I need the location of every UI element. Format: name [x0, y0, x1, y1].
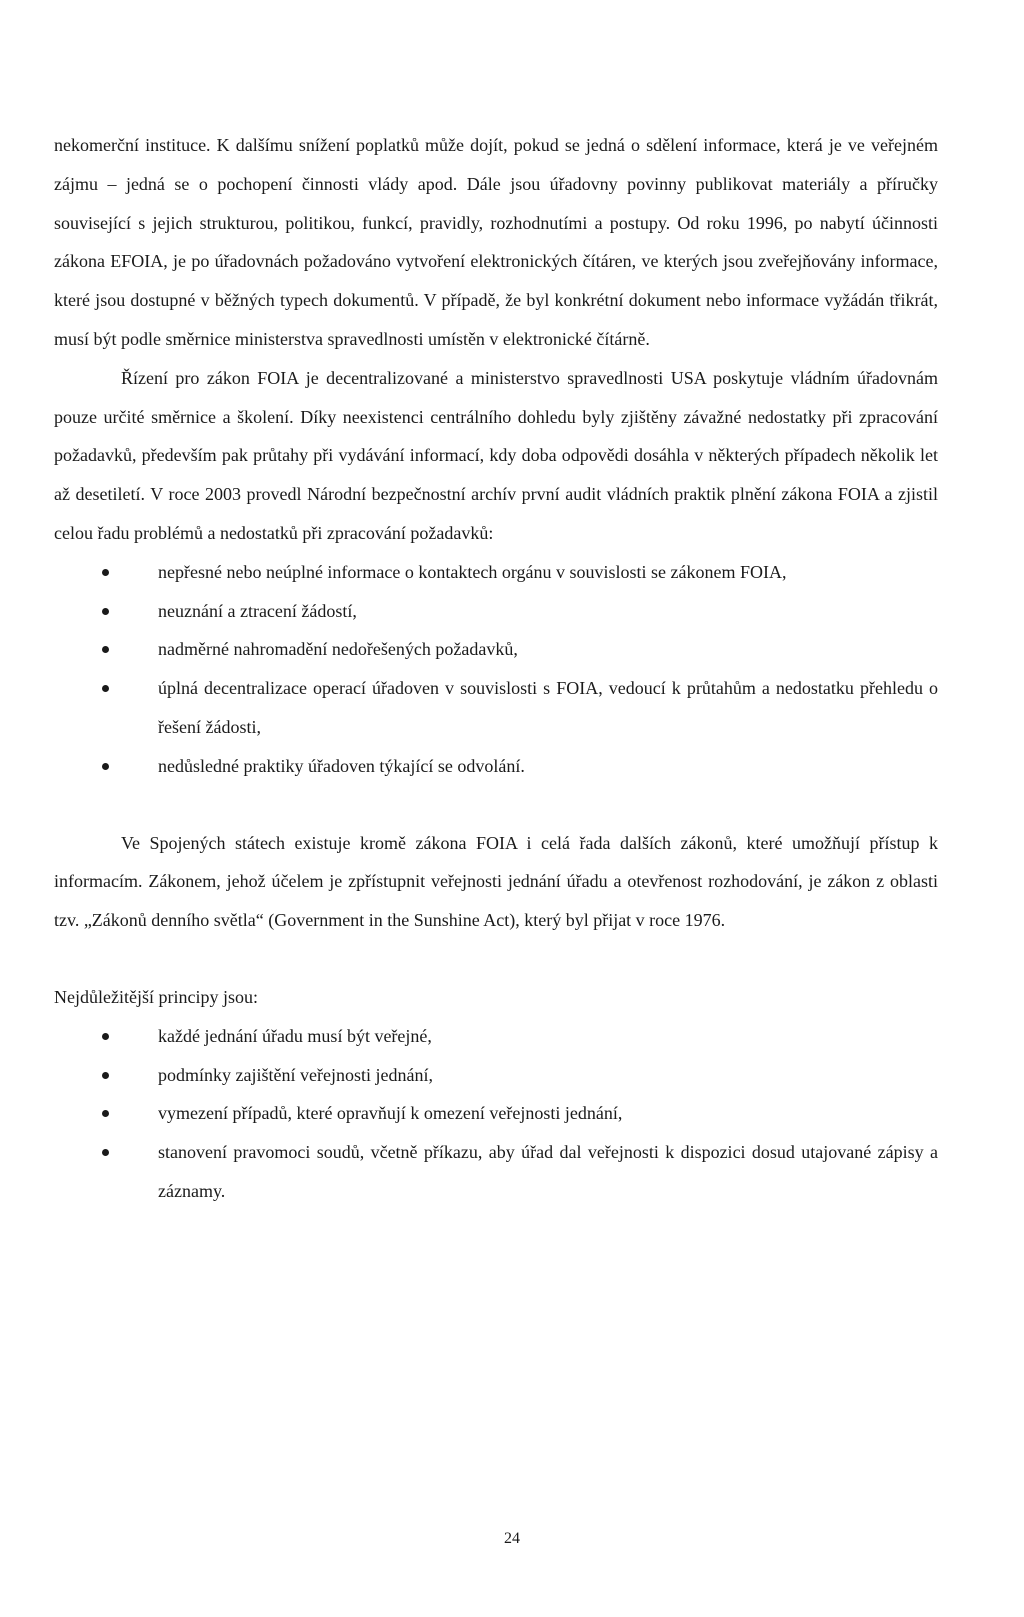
bullet-icon — [102, 1033, 109, 1040]
list-item: nepřesné nebo neúplné informace o kontaktech orgánu v souvislosti se zákonem FOIA, — [54, 553, 938, 592]
paragraph-sunshine-act: Ve Spojených státech existuje kromě zákona FOIA i celá řada dalších zákonů, které umožňují přístup k informacím. Zákonem, jehož účelem je zpřístupnit veřejnosti jednání úřadu a otevřenost rozhodování, je zákon z oblasti tzv. „Zákonů denního světla“ (Government in the Sunshine Act), který byl přijat v roce 1976. — [54, 832, 938, 931]
bullet-icon — [102, 569, 109, 576]
principles-list — [54, 1017, 938, 1211]
bullet-icon — [102, 763, 109, 770]
list-item: úplná decentralizace operací úřadoven v souvislosti s FOIA, vedoucí k průtahům a nedostatku přehledu o řešení žádosti, — [54, 669, 938, 747]
document-body — [54, 126, 938, 1211]
paragraph-intro: nekomerční instituce. K dalšímu snížení poplatků může dojít, pokud se jedná o sdělení informace, která je ve veřejném zájmu – jedná se o pochopení činnosti vlády apod. Dále jsou úřadovny povinny publikovat materiály a příručky související s jejich strukturou, politikou, funkcí, pravidly, rozhodnutími a postupy. Od roku 1996, po nabytí účinnosti zákona EFOIA, je po úřadovnách požadováno vytvoření elektronických čítáren, ve kterých jsou zveřejňovány informace, které jsou dostupné v běžných typech dokumentů. V případě, že byl konkrétní dokument nebo informace vyžádán třikrát, musí být podle směrnice ministerstva spravedlnosti umístěn v elektronické čítárně. — [54, 135, 938, 349]
list-item: stanovení pravomoci soudů, včetně příkazu, aby úřad dal veřejnosti k dispozici dosud utajované zápisy a záznamy. — [54, 1133, 938, 1211]
bullet-icon — [102, 1072, 109, 1079]
bullet-icon — [102, 608, 109, 615]
list-item: neuznání a ztracení žádostí, — [54, 592, 938, 631]
list-item: vymezení případů, které opravňují k omezení veřejnosti jednání, — [54, 1094, 938, 1133]
bullet-icon — [102, 1149, 109, 1156]
paragraph-principles-heading: Nejdůležitější principy jsou: — [54, 986, 258, 1007]
bullet-icon — [102, 685, 109, 692]
list-item: nedůsledné praktiky úřadoven týkající se odvolání. — [54, 747, 938, 786]
list-item: každé jednání úřadu musí být veřejné, — [54, 1017, 938, 1056]
problems-list — [54, 553, 938, 786]
list-item: podmínky zajištění veřejnosti jednání, — [54, 1056, 938, 1095]
paragraph-foia-management: Řízení pro zákon FOIA je decentralizované a ministerstvo spravedlnosti USA poskytuje vládním úřadovnám pouze určité směrnice a školení. Díky neexistenci centrálního dohledu byly zjištěny závažné nedostatky při zpracování požadavků, především pak průtahy při vydávání informací, kdy doba odpovědi dosáhla v některých případech několik let až desetiletí. V roce 2003 provedl Národní bezpečnostní archív první audit vládních praktik plnění zákona FOIA a zjistil celou řadu problémů a nedostatků při zpracování požadavků: — [54, 367, 938, 543]
list-item: nadměrné nahromadění nedořešených požadavků, — [54, 630, 938, 669]
bullet-icon — [102, 1110, 109, 1117]
page-number: 24 — [504, 1530, 520, 1547]
bullet-icon — [102, 646, 109, 653]
